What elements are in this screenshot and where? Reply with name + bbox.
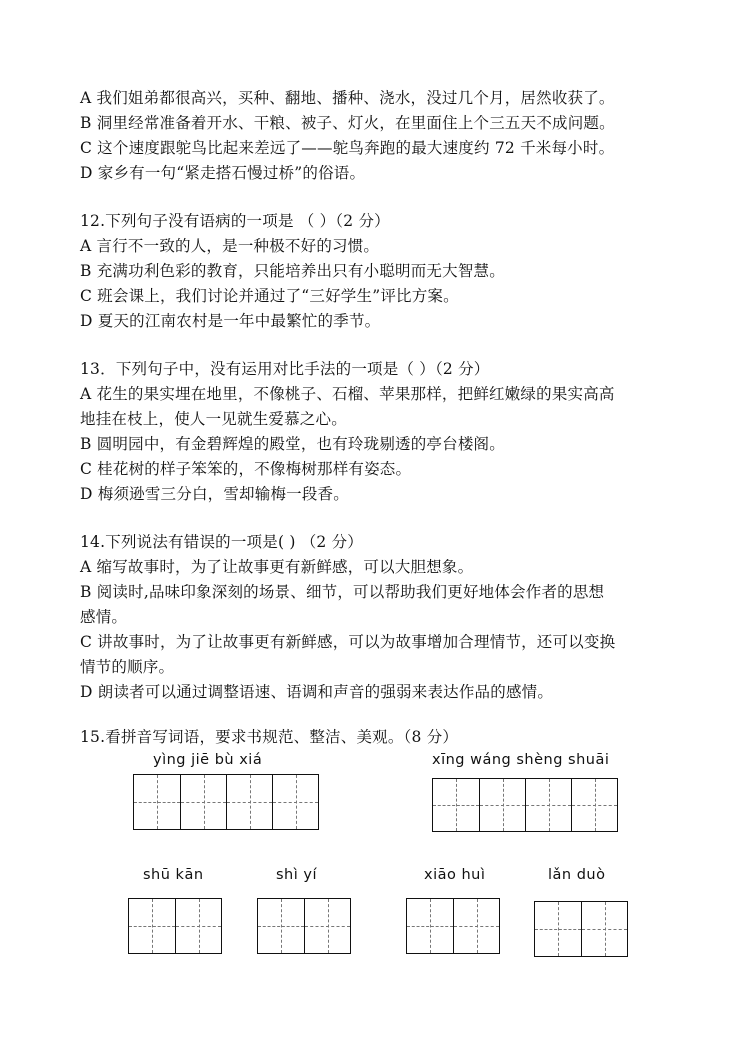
q13-option-a-line1: A 花生的果实埋在地里，不像桃子、石榴、苹果那样，把鲜红嫩绿的果实高高 xyxy=(80,385,615,403)
q15-writing-grid-6[interactable] xyxy=(534,901,628,957)
q15-writing-grid-1[interactable] xyxy=(133,774,319,830)
q14-option-b-line1: B 阅读时,品味印象深刻的场景、细节，可以帮助我们更好地体会作者的思想 xyxy=(80,583,605,601)
q11-option-b: B 洞里经常准备着开水、干粮、被子、灯火，在里面住上个三五天不成问题。 xyxy=(80,114,615,132)
q15-grid2-cell[interactable] xyxy=(525,779,571,831)
q15-grid1-cell[interactable] xyxy=(226,775,272,829)
q12-option-c: C 班会课上，我们讨论并通过了“三好学生”评比方案。 xyxy=(80,287,459,305)
q15-grid6-cell[interactable] xyxy=(581,902,627,956)
q12-title: 12.下列句子没有语病的一项是 （ ）（2 分） xyxy=(80,212,390,230)
q14-option-a: A 缩写故事时，为了让故事更有新鲜感，可以大胆想象。 xyxy=(80,558,474,576)
q14-option-d: D 朗读者可以通过调整语速、语调和声音的强弱来表达作品的感情。 xyxy=(80,683,554,701)
q15-pinyin-5: xiāo huì xyxy=(424,867,486,883)
q11-option-d: D 家乡有一句“紧走搭石慢过桥”的俗语。 xyxy=(80,164,366,182)
q15-title: 15.看拼音写词语，要求书规范、整洁、美观。（8 分） xyxy=(80,728,459,746)
q15-grid2-cell[interactable] xyxy=(433,779,479,831)
q15-grid6-cell[interactable] xyxy=(535,902,581,956)
q15-grid2-cell[interactable] xyxy=(479,779,525,831)
q13-title: 13．下列句子中，没有运用对比手法的一项是（ ）（2 分） xyxy=(80,360,490,378)
q15-pinyin-2: xīng wáng shèng shuāi xyxy=(432,752,610,768)
q15-grid1-cell[interactable] xyxy=(180,775,226,829)
q15-grid3-cell[interactable] xyxy=(175,899,221,953)
q15-grid5-cell[interactable] xyxy=(407,899,453,953)
q15-grid1-cell[interactable] xyxy=(134,775,180,829)
q15-grid4-cell[interactable] xyxy=(304,899,350,953)
q15-pinyin-4: shì yí xyxy=(276,867,317,883)
q12-option-d: D 夏天的江南农村是一年中最繁忙的季节。 xyxy=(80,312,381,330)
q11-option-c: C 这个速度跟鸵鸟比起来差远了——鸵鸟奔跑的最大速度约 72 千米每小时。 xyxy=(80,139,615,157)
q15-grid2-cell[interactable] xyxy=(571,779,617,831)
q15-grid3-cell[interactable] xyxy=(129,899,175,953)
q14-title: 14.下列说法有错误的一项是( ) （2 分） xyxy=(80,533,363,551)
q14-option-c-line1: C 讲故事时，为了让故事更有新鲜感，可以为故事增加合理情节，还可以变换 xyxy=(80,633,616,651)
q15-pinyin-6: lǎn duò xyxy=(548,867,606,883)
q11-option-a: A 我们姐弟都很高兴，买种、翻地、播种、浇水，没过几个月，居然收获了。 xyxy=(80,89,615,107)
q15-writing-grid-5[interactable] xyxy=(406,898,500,954)
q13-option-a-line2: 地挂在枝上，使人一见就生爱慕之心。 xyxy=(80,410,347,428)
q15-writing-grid-4[interactable] xyxy=(257,898,351,954)
q13-option-c: C 桂花树的样子笨笨的，不像梅树那样有姿态。 xyxy=(80,460,412,478)
q15-pinyin-3: shū kān xyxy=(143,867,204,883)
q15-grid5-cell[interactable] xyxy=(453,899,499,953)
q15-writing-grid-2[interactable] xyxy=(432,778,618,832)
q15-grid1-cell[interactable] xyxy=(272,775,318,829)
q14-option-c-line2: 情节的顺序。 xyxy=(80,658,175,676)
q12-option-b: B 充满功利色彩的教育，只能培养出只有小聪明而无大智慧。 xyxy=(80,262,505,280)
q15-writing-grid-3[interactable] xyxy=(128,898,222,954)
q15-pinyin-1: yìng jiē bù xiá xyxy=(153,752,263,768)
q13-option-d: D 梅须逊雪三分白，雪却输梅一段香。 xyxy=(80,485,349,503)
q13-option-b: B 圆明园中，有金碧辉煌的殿堂，也有玲珑剔透的亭台楼阁。 xyxy=(80,435,505,453)
q15-grid4-cell[interactable] xyxy=(258,899,304,953)
q12-option-a: A 言行不一致的人，是一种极不好的习惯。 xyxy=(80,237,380,255)
q14-option-b-line2: 感情。 xyxy=(80,608,128,626)
